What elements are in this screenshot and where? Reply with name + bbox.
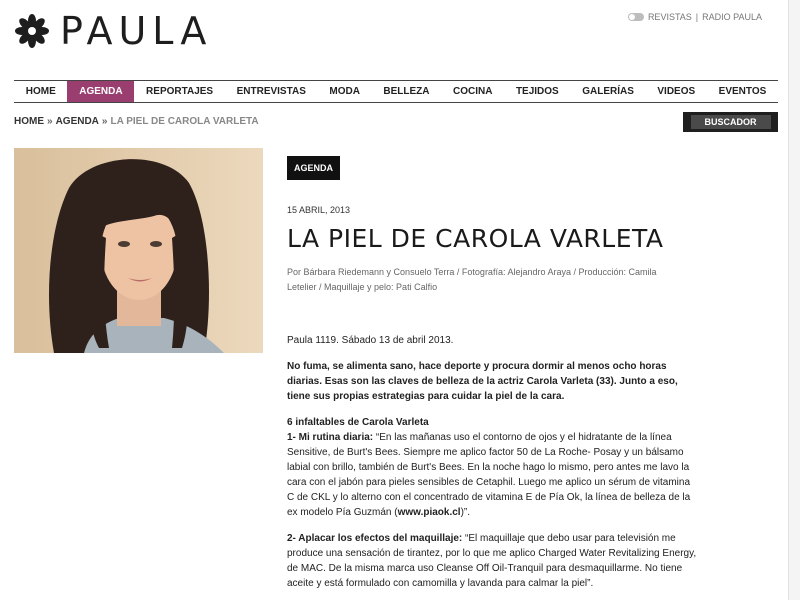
item2-block <box>287 531 699 591</box>
top-links-separator: | <box>695 12 699 22</box>
search-button[interactable]: BUSCADOR <box>691 115 771 129</box>
nav-item-reportajes[interactable]: REPORTAJES <box>146 86 214 97</box>
article-lead: No fuma, se alimenta sano, hace deporte y procura dormir al menos ocho horas diarias. Esas son las claves de belleza de la actriz Carola Varleta (33). Junto a eso, tiene sus propias estrategias para cuidar la piel de la cara. <box>287 361 678 402</box>
link-revistas[interactable]: REVISTAS <box>647 12 692 22</box>
piaok-link[interactable]: www.piaok.cl <box>397 507 461 518</box>
nav-item-cocina[interactable]: COCINA <box>453 86 493 97</box>
item2-text: “El maquillaje que debo usar para televisión me produce una sensación de tirantez, por lo que me aplico Charged Water Revitalizing Energy, de MAC. De la misma marca uso Cleanse Off Oil-Tranquil para desmaquillarme. No tiene aceite y está formulado con camomilla y lavanda para calmar la piel”. <box>287 533 697 589</box>
article-photo <box>14 148 263 353</box>
nav-item-eventos[interactable]: EVENTOS <box>718 86 767 97</box>
toggle-icon <box>628 13 644 21</box>
nav-item-moda[interactable]: MODA <box>329 86 360 97</box>
link-radio-paula[interactable]: RADIO PAULA <box>702 12 762 22</box>
article-edition: Paula 1119. Sábado 13 de abril 2013. <box>287 335 454 346</box>
section-tag[interactable]: AGENDA <box>287 156 340 180</box>
breadcrumb-agenda[interactable]: AGENDA <box>55 116 99 127</box>
list-block <box>287 415 699 520</box>
nav-item-galerias[interactable]: GALERÍAS <box>582 86 634 97</box>
nav-item-videos[interactable]: VIDEOS <box>657 86 696 97</box>
breadcrumb-current: LA PIEL DE CAROLA VARLETA <box>110 116 259 127</box>
nav-item-belleza[interactable]: BELLEZA <box>383 86 430 97</box>
breadcrumb-separator: » <box>47 116 53 127</box>
article-title: LA PIEL DE CAROLA VARLETA <box>287 224 664 253</box>
portrait-image <box>14 148 263 353</box>
breadcrumb-separator: » <box>101 116 108 127</box>
search-box <box>683 112 778 132</box>
breadcrumb-home[interactable]: HOME <box>14 116 44 127</box>
nav-item-home[interactable]: HOME <box>25 86 56 97</box>
article-credits: Por Bárbara Riedemann y Consuelo Terra / Fotografía: Alejandro Araya / Producción: Camila Letelier / Maquillaje y pelo: Pati Calfio <box>287 267 657 292</box>
site-logo[interactable] <box>14 9 213 53</box>
item2-heading: 2- Aplacar los efectos del maquillaje: <box>287 533 463 544</box>
nav-item-tejidos[interactable]: TEJIDOS <box>515 86 559 97</box>
article-body <box>287 333 699 600</box>
nav-item-entrevistas[interactable]: ENTREVISTAS <box>236 86 306 97</box>
article-date: 15 ABRIL, 2013 <box>287 205 351 215</box>
breadcrumb <box>14 116 259 127</box>
scrollbar[interactable] <box>788 0 800 600</box>
main-nav <box>14 80 778 103</box>
flower-logo-icon <box>14 13 50 49</box>
nav-item-agenda[interactable]: AGENDA <box>67 81 134 102</box>
item1-heading: 1- Mi rutina diaria: <box>287 432 374 443</box>
item1-text: “En las mañanas uso el contorno de ojos y el hidratante de la línea Sensitive, de Burt's Bees. Siempre me aplico factor 50 de La Roche- Posay y un bálsamo labial con brillo, también de Burt's Bees. En la noche hago lo mismo, pero antes me lavo la cara con el jabón para pieles sensibles de Cetaphil. Luego me aplico un sérum de vitamina C de CKL y lo alterno con el concentrado de vitamina E de Pía Ok, la línea de belleza de la ex modelo Pía Guzmán ( <box>287 432 691 518</box>
top-links <box>628 12 762 22</box>
logo-wordmark: PAULA <box>60 9 213 53</box>
list-title: 6 infaltables de Carola Varleta <box>287 417 429 428</box>
item1-end: )”. <box>460 507 471 518</box>
